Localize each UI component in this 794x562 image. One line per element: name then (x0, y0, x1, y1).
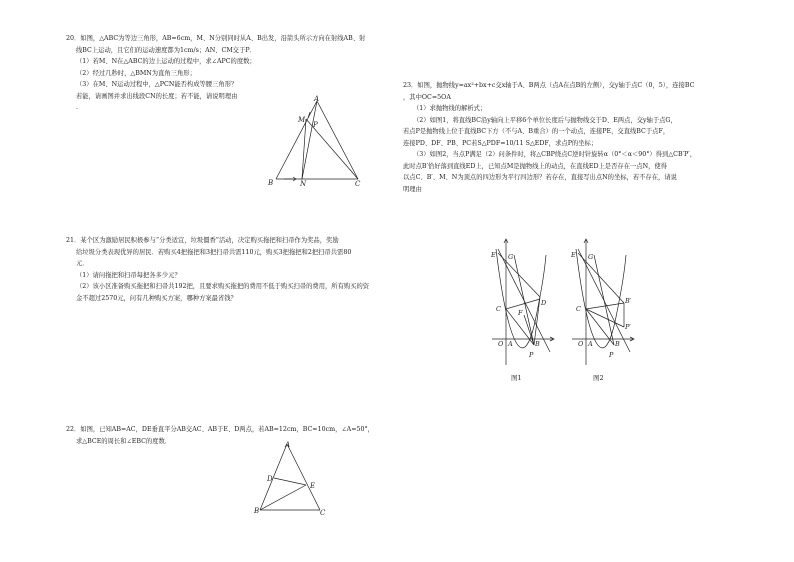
fig1-label-P: P (529, 351, 534, 359)
q20-line-5: （3）在M、N运动过程中，△PCN能否构成等腰三角形？ (76, 81, 238, 88)
q20-label-B: B (268, 179, 274, 187)
q22-figure (252, 438, 337, 522)
q20-label-A: A (314, 95, 320, 103)
q21-line-1: 21．某个区为激励居民积极参与“分类适宜，垃圾僵香”活动，决定购买拖把和扫帚作为奖品，奖励 (66, 237, 339, 244)
q22-label-C: C (320, 509, 326, 517)
q21-line-2: 给垃圾分类表现优异的居民．若购买4把拖把和3把扫帚共需110元，购买3把拖把和2把扫帚共需80 (76, 248, 352, 256)
q20-line-4: （2）经过几秒时，△BMN为直角三角形； (76, 69, 196, 77)
q22-line-1: 22．如图，已知AB=AC，DE垂直平分AB交AC、AB于E、D两点，若AB=12cm，BC=10cm，∠A=50°， (66, 426, 374, 433)
q20-label-P: P (313, 121, 318, 129)
q20-line-1: 20．如图，△ABC为等边三角形，AB=6cm，M、N分别同时从A、B出发，沿箭头所示方向在射线AB、射 (66, 35, 366, 42)
q23-line-5: 若点P是抛物线上位于直线BC下方（不与A、B重合）的一个动点，连接PE，交直线BC于点F， (403, 128, 670, 135)
fig2-label-P-prime: P′ (625, 323, 631, 331)
q22-line-2: 求△BCE的周长和∠EBC的度数． (76, 437, 172, 445)
fig2-label-O: O (578, 340, 584, 348)
q23-line-3: （1）求抛物线的解析式； (413, 105, 487, 112)
fig1-label-B: B (535, 340, 540, 348)
q23-line-2: ，其中OC=5OA (403, 93, 451, 101)
fig2-label-C: C (576, 305, 581, 313)
fig2-label-A: A (588, 340, 593, 348)
q23-line-4: （2）如图1，将直线BC沿y轴向上平移6个单位长度后与抛物线交于D、E两点，交y轴于点G， (413, 116, 677, 124)
q20-figure (262, 95, 372, 194)
q23-line-6: 连接PD、DF、PB、PC若S△PDF=10/11 S△EDF，求点P的坐标； (403, 139, 598, 147)
fig1-label-E: E (491, 251, 496, 259)
q21-line-4: （1）请问拖把和扫帚每把各多少元？ (76, 271, 181, 279)
q23-figure-2 (568, 237, 638, 376)
fig1-label-C: C (496, 305, 501, 313)
q22-label-E: E (310, 482, 316, 490)
q23-figure-1 (488, 237, 558, 376)
q20-line-6: 若能，请画图并求出线段CN的长度；若不能，请说明理由 (76, 92, 238, 100)
q21-line-3: 元． (76, 260, 89, 267)
q20-line-2: 线BC上运动，且它们的运动速度都为1cm/s；AN、CM交于P． (76, 46, 256, 54)
q21-line-6: 金不超过2570元，问有几种购买方案，哪种方案最省钱？ (76, 294, 237, 302)
question-21 (66, 235, 369, 304)
q20-line-7: . (76, 104, 79, 111)
question-23 (403, 80, 696, 195)
q23-line-9: 以点C、B′、M、N为顶点的四边形为平行四边形？若存在，直接写出点N的坐标，若不存在，请说 (403, 174, 677, 181)
fig1-caption: 图1 (511, 374, 522, 382)
q23-line-7: （3）如图2，当点P满足（2）问条件时，将△CBP绕点C逆时针旋转α（0°＜α＜90°）得到△CB′P′， (413, 151, 697, 158)
fig1-label-A: A (508, 340, 513, 348)
q20-line-3: （1）若M、N在△ABC的边上运动的过程中，求∠APC的度数； (76, 58, 256, 65)
fig1-label-G: G (508, 253, 514, 261)
q23-line-1: 23．如图，抛物线y=ax²+bx+c交x轴于A、B两点（点A在点B的左侧），交y轴于点C（0，5），连接BC (403, 82, 695, 89)
q20-label-C: C (355, 180, 361, 188)
fig1-label-O: O (498, 340, 504, 348)
fig2-label-B: B (615, 340, 620, 348)
q20-label-N: N (300, 180, 307, 188)
fig2-label-E: E (571, 251, 576, 259)
fig2-label-G: G (588, 253, 594, 261)
q22-label-B: B (254, 507, 260, 515)
fig2-caption: 图2 (593, 374, 604, 382)
q23-line-10: 明理由 (403, 185, 422, 193)
q22-label-D: D (267, 475, 273, 483)
fig2-label-P: P (609, 351, 614, 359)
q21-line-5: （2）该小区准备购买拖把和扫帚共192把，且要求购买拖把的费用不低于购买扫帚的费用，所有购买的资 (76, 283, 370, 290)
fig1-label-F: F (518, 309, 523, 317)
fig1-label-D: D (541, 299, 547, 307)
q20-label-M: M (298, 116, 306, 124)
fig2-label-B-prime: B′ (625, 297, 632, 305)
q23-line-8: 此时点B′恰好落到直线ED上，已知点M是抛物线上的动点，在直线ED上是否存在一点N，使得 (403, 162, 667, 170)
q22-label-A: A (285, 441, 291, 449)
